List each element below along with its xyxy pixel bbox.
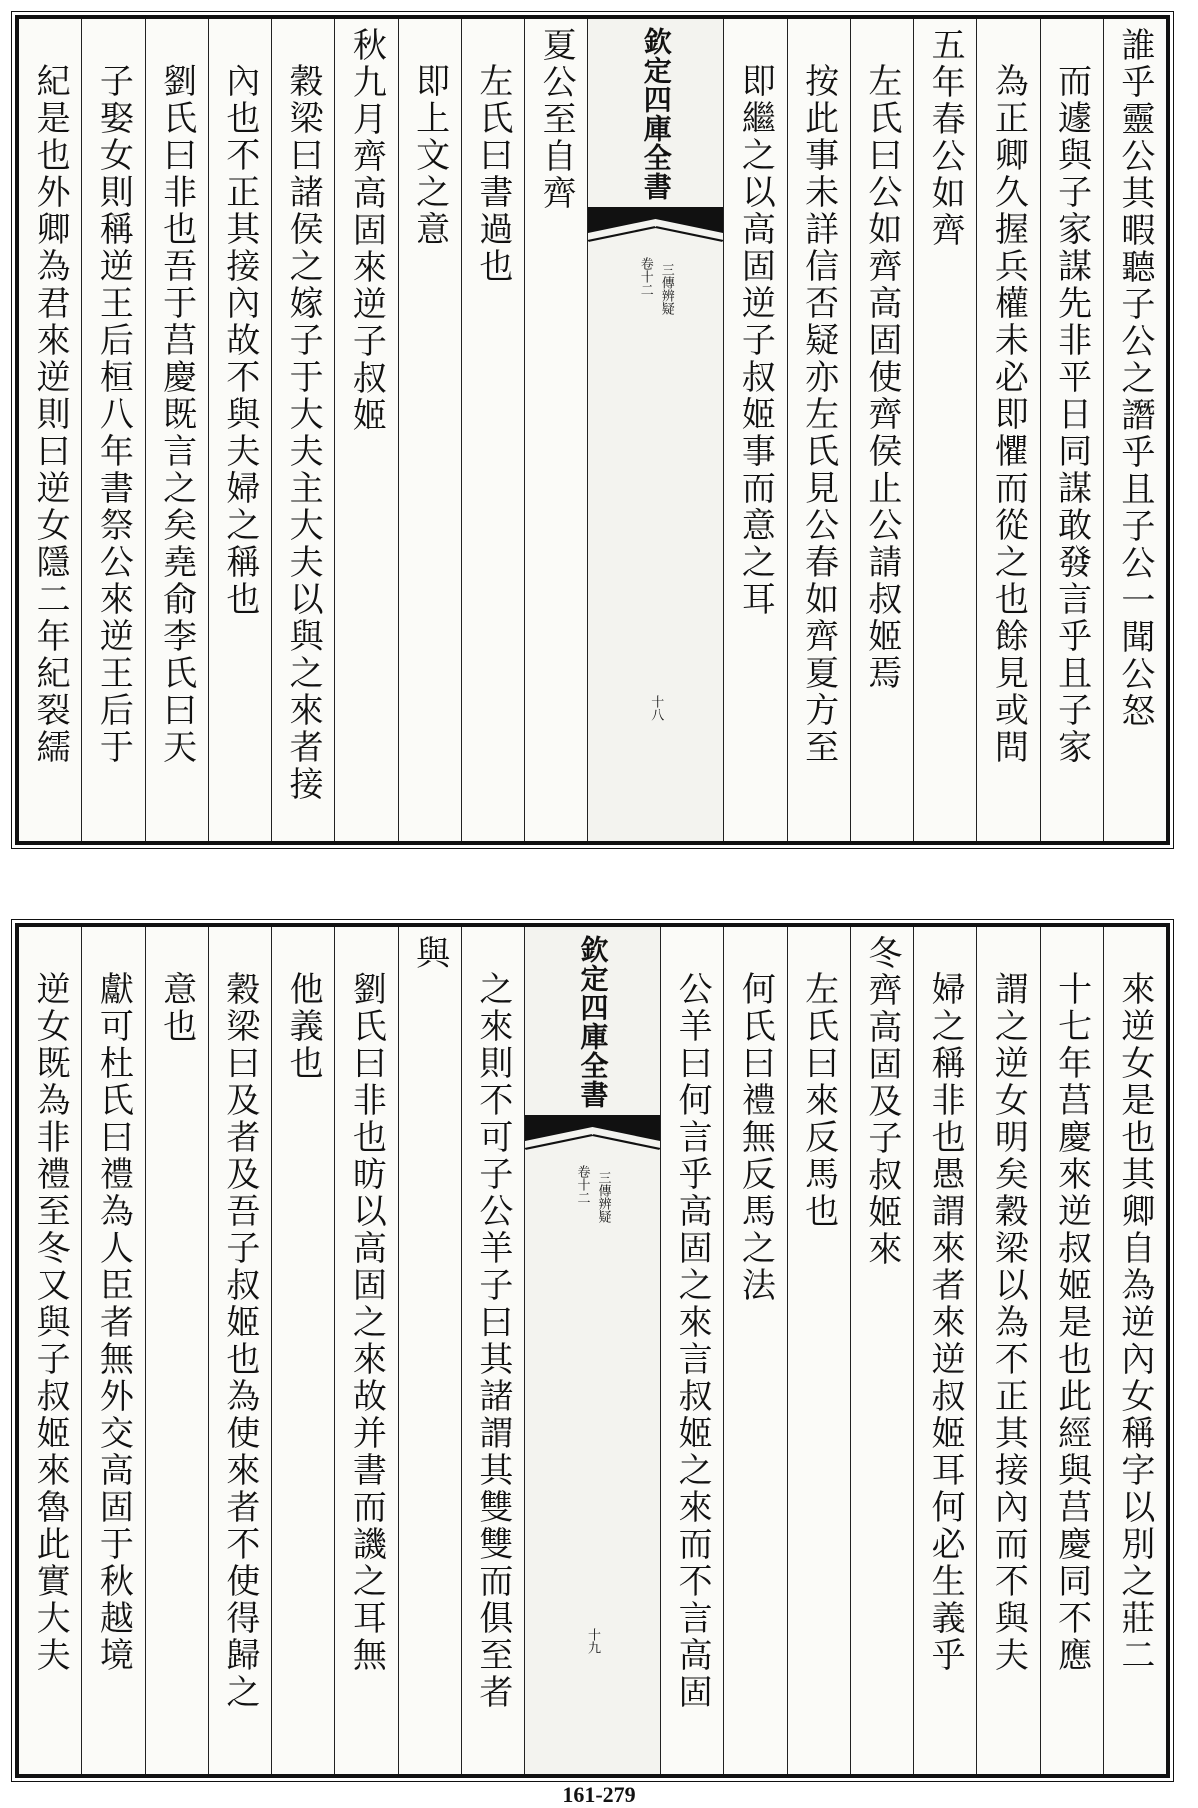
- text-column: [787, 19, 850, 841]
- text-column: [787, 927, 850, 1774]
- bottom-page: [15, 923, 1170, 1778]
- column-text: 逆女既為非禮至冬又與子叔姬來魯此實大夫: [30, 971, 71, 1674]
- column-text: 即繼之以高固逆子叔姬事而意之耳: [735, 63, 776, 618]
- text-column: [723, 927, 786, 1774]
- text-column: [208, 19, 271, 841]
- column-text: 十七年莒慶來逆叔姬是也此經與莒慶同不應: [1051, 971, 1092, 1674]
- column-text: 為正卿久握兵權未必即懼而從之也餘見或問: [988, 63, 1029, 766]
- page-number: 十八: [648, 695, 664, 721]
- column-text: 冬齊高固及子叔姬來: [861, 935, 902, 1268]
- column-text: 子娶女則稱逆王后桓八年書祭公來逆王后于: [93, 63, 134, 766]
- text-column: [81, 927, 144, 1774]
- text-column: [723, 19, 786, 841]
- volume-label: 卷十二: [574, 1165, 590, 1204]
- text-column: [976, 927, 1039, 1774]
- book-title: 欽定四庫全書: [576, 935, 610, 1109]
- column-text: 秋九月齊高固來逆子叔姬: [346, 27, 387, 434]
- column-text: 婦之稱非也愚謂來者來逆叔姬耳何必生義乎: [925, 971, 966, 1674]
- text-column: [850, 19, 913, 841]
- text-column: [145, 19, 208, 841]
- text-column: [524, 19, 587, 841]
- column-text: 意也: [156, 971, 197, 1045]
- text-column: [398, 19, 461, 841]
- column-text: 來逆女是也其卿自為逆內女稱字以別之莊二: [1114, 971, 1155, 1674]
- column-text: 他義也: [283, 971, 324, 1082]
- top-page-columns: [19, 19, 1166, 841]
- book-subtitle: 三傳辨疑: [595, 1171, 611, 1223]
- fish-tail-mark-icon: [588, 207, 723, 253]
- fish-tail-mark-icon: [525, 1115, 660, 1161]
- text-column: [1103, 19, 1166, 841]
- column-text: 誰乎靈公其暇聽子公之譖乎且子公一聞公怒: [1114, 27, 1155, 730]
- column-text: 五年春公如齊: [925, 27, 966, 249]
- column-text: 左氏曰書過也: [472, 63, 513, 285]
- column-text: 與: [409, 935, 450, 972]
- center-fold-header: [587, 19, 723, 841]
- column-text: 左氏曰來反馬也: [798, 971, 839, 1230]
- text-column: [461, 927, 524, 1774]
- text-column: [81, 19, 144, 841]
- column-text: 獻可杜氏曰禮為人臣者無外交高固于秋越境: [93, 971, 134, 1674]
- text-column: [334, 19, 397, 841]
- text-column: [398, 927, 461, 1774]
- column-text: 之來則不可子公羊子曰其諸謂其雙雙而俱至者: [472, 971, 513, 1711]
- text-column: [1103, 927, 1166, 1774]
- column-text: 而遽與子家謀先非平日同謀敢發言乎且子家: [1051, 63, 1092, 766]
- column-text: 劉氏曰非也昉以高固之來故并書而譏之耳無: [346, 971, 387, 1674]
- book-subtitle: 三傳辨疑: [658, 263, 674, 315]
- book-title: 欽定四庫全書: [639, 27, 673, 201]
- text-column: [19, 19, 81, 841]
- page-number: 十九: [585, 1628, 600, 1654]
- bottom-page-columns: [19, 927, 1166, 1774]
- text-column: [660, 927, 723, 1774]
- sheet-number: 161-279: [562, 1782, 636, 1807]
- text-column: [850, 927, 913, 1774]
- column-text: 穀梁曰諸侯之嫁子于大夫主大夫以與之來者接: [283, 63, 324, 803]
- column-text: 左氏曰公如齊高固使齊侯止公請叔姬焉: [861, 63, 902, 692]
- text-column: [913, 927, 976, 1774]
- text-column: [334, 927, 397, 1774]
- column-text: 穀梁曰及者及吾子叔姬也為使來者不使得歸之: [219, 971, 260, 1711]
- text-column: [1040, 19, 1103, 841]
- text-column: [271, 19, 334, 841]
- top-page: [15, 15, 1170, 845]
- text-column: [913, 19, 976, 841]
- column-text: 內也不正其接內故不與夫婦之稱也: [219, 63, 260, 618]
- column-text: 夏公至自齊: [536, 27, 577, 212]
- column-text: 謂之逆女明矣穀梁以為不正其接內而不與夫: [988, 971, 1029, 1674]
- text-column: [145, 927, 208, 1774]
- volume-label: 卷十二: [637, 257, 653, 296]
- column-text: 即上文之意: [409, 63, 450, 248]
- column-text: 何氏曰禮無反馬之法: [735, 971, 776, 1304]
- column-text: 公羊曰何言乎高固之來言叔姬之來而不言高固: [672, 971, 713, 1711]
- text-column: [19, 927, 81, 1774]
- text-column: [976, 19, 1039, 841]
- text-column: [1040, 927, 1103, 1774]
- text-column: [271, 927, 334, 1774]
- text-column: [461, 19, 524, 841]
- text-column: [208, 927, 271, 1774]
- column-text: 劉氏曰非也吾于莒慶既言之矣堯俞李氏曰天: [156, 63, 197, 766]
- column-text: 紀是也外卿為君來逆則曰逆女隱二年紀裂繻: [30, 63, 71, 766]
- column-text: 按此事未詳信否疑亦左氏見公春如齊夏方至: [798, 63, 839, 766]
- center-fold-header: [524, 927, 660, 1774]
